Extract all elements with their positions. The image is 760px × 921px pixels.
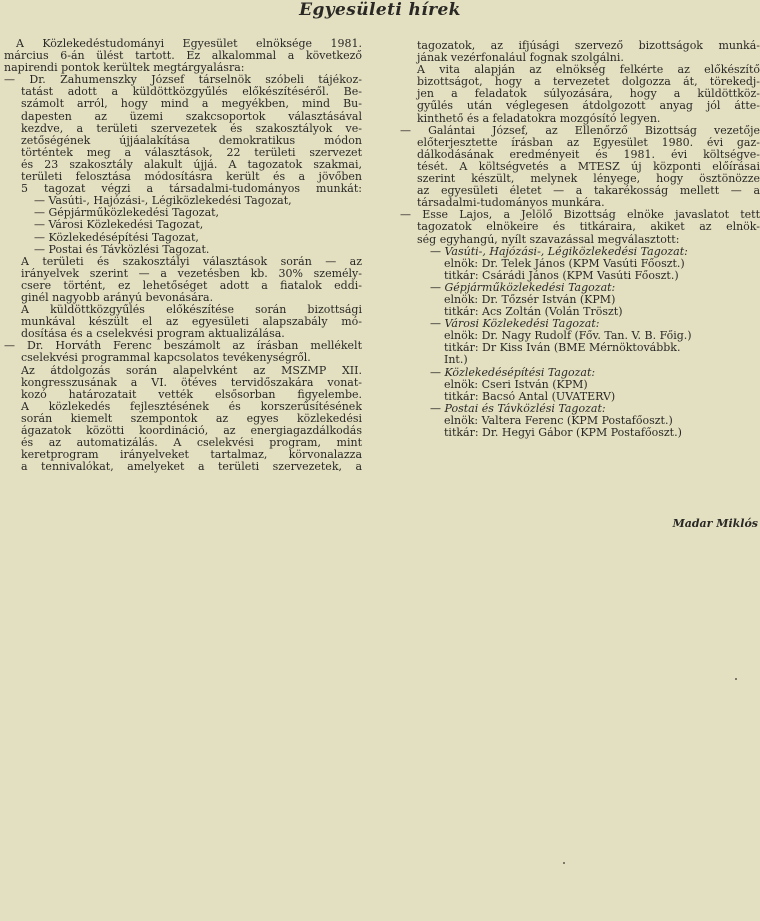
left-column-line: irányelvek szerint — a vezetésben kb. 30% személy- (21, 267, 362, 280)
left-column-line: A Közlekedéstudományi Egyesület elnöksége 1981. (16, 38, 362, 50)
left-column-line: a tennivalókat, amelyeket a területi szervezetek, a (21, 461, 362, 474)
left-column-line: és az automatizálás. A cselekvési program, mint (21, 437, 362, 450)
left-column-line: Az átdolgozás során alapelvként az MSZMP XII. (21, 364, 362, 377)
left-column-line: dosítása és a cselekvési program aktualizálása. (21, 328, 285, 341)
right-column-line: — Vasúti-, Hajózási-, Légiközlekedési Tagozat: (430, 245, 688, 258)
left-column-line: — Postai és Távközlési Tagozat. (34, 243, 210, 256)
print-speck (735, 678, 737, 680)
left-column-line: — Gépjárműközlekedési Tagozat, (34, 207, 220, 220)
left-column-line: — Dr. Horváth Ferenc beszámolt az írásban mellékelt (4, 340, 362, 353)
left-column-line: A területi és szakosztályi választások során — az (21, 255, 362, 268)
right-column-line: szerint készült, melynek lényege, hogy ösztönözze (417, 173, 760, 186)
right-column-line: — Gépjárműközlekedési Tagozat: (430, 281, 616, 294)
left-column-line: március 6-án ülést tartott. Ez alkalommal a következő (4, 50, 362, 63)
right-column-line: tését. A költségvetés a MTESZ új központi előírásai (417, 160, 760, 173)
left-column-line: — Vasúti-, Hajózási-, Légiközlekedési Tagozat, (34, 195, 292, 208)
left-column-line: kozó határozatait vették elsősorban figyelembe. (21, 388, 362, 401)
left-column-line: 5 tagozat végzi a társadalmi-tudományos munkát: (21, 183, 362, 196)
right-column-line: jen a feladatok súlyozására, hogy a küldöttköz- (417, 88, 760, 101)
right-column-line: — Közlekedésépítési Tagozat: (430, 366, 596, 379)
left-column-line: cselekvési programmal kapcsolatos tevékenységről. (21, 352, 311, 365)
left-column-line: zetőségének újjáalakítása demokratikus módon (21, 134, 362, 147)
left-column-line: — Dr. Zahumenszky József társelnök szóbeli tájékoz- (4, 74, 362, 87)
left-column-line: A közlekedés fejlesztésének és korszerűsítésének (21, 400, 362, 413)
left-column-line: keretprogram irányelveket tartalmaz, körvonalazza (21, 449, 362, 462)
right-column-line: dálkodásának eredményeit és 1981. évi költségve- (417, 148, 760, 161)
right-column-line: ség egyhangú, nyílt szavazással megválasztott: (417, 233, 680, 246)
right-column-line: tagozatok, az ifjúsági szervező bizottságok munká- (417, 40, 760, 52)
right-column-line: tagozatok elnökeire és titkáraira, akiket az elnök- (417, 221, 760, 234)
article-title: Egyesületi hírek (299, 0, 461, 20)
right-column-line: elnök: Dr. Nagy Rudolf (Főv. Tan. V. B. Főig.) (444, 330, 692, 343)
left-column-line: kongresszusának a VI. ötéves tervidőszakára vonat- (21, 376, 362, 389)
left-column-line: számolt arról, hogy mind a megyékben, mind Bu- (21, 98, 362, 111)
left-column-line: kezdve, a területi szervezetek és szakosztályok ve- (21, 122, 362, 135)
left-column-line: tatást adott a küldöttközgyűlés előkészítéséről. Be- (21, 86, 362, 99)
left-column-line: munkával készült el az egyesületi alapszabály mó- (21, 316, 362, 329)
right-column-line: titkár: Csárádi János (KPM Vasúti Főoszt.) (444, 269, 679, 282)
right-column-line: — Galántai József, az Ellenőrző Bizottság vezetője (400, 124, 760, 137)
right-column-line: jának vezérfonalául fognak szolgálni. (417, 52, 624, 65)
right-column-line: bizottságot, hogy a tervezetet dolgozza át, törekedj- (417, 76, 760, 89)
left-column-line: ginél nagyobb arányú bevonására. (21, 291, 214, 304)
left-column-line: és 23 szakosztály alakult újjá. A tagozatok szakmai, (21, 158, 362, 171)
left-column-line: — Közlekedésépítési Tagozat, (34, 231, 199, 244)
left-column-line: dapesten az üzemi szakcsoportok választásával (21, 110, 362, 123)
left-column (4, 38, 362, 473)
right-column-line: társadalmi-tudományos munkára. (417, 197, 605, 210)
right-column-line: titkár: Bacsó Antal (UVATERV) (444, 390, 616, 403)
right-column-line: az egyesületi életet — a takarékosság mellett — a (417, 185, 760, 198)
print-speck (563, 862, 565, 864)
author-signature: Madar Miklós (672, 517, 758, 530)
left-column-line: ágazatok közötti koordináció, az energiagazdálkodás (21, 425, 362, 437)
right-column (400, 40, 760, 439)
right-column-line: elnök: Valtera Ferenc (KPM Postafőoszt.) (444, 414, 673, 427)
right-column-line: — Postai és Távközlési Tagozat: (430, 402, 606, 415)
left-column-line: — Városi Közlekedési Tagozat, (34, 219, 204, 232)
left-column-line: napirendi pontok kerültek megtárgyalásra: (4, 62, 245, 75)
right-column-line: titkár: Ács Zoltán (Volán Tröszt) (444, 306, 623, 319)
right-column-line: — Esse Lajos, a Jelölő Bizottság elnöke javaslatot tett (400, 209, 760, 222)
right-column-line: elnök: Dr. Telek János (KPM Vasúti Főoszt.) (444, 257, 685, 270)
left-column-line: területi felosztása módosításra került és a jövőben (21, 171, 362, 184)
right-column-line: kinthető és a feladatokra mozgósító legyen. (417, 112, 661, 125)
right-column-line: Int.) (444, 354, 468, 367)
right-column-line: elnök: Cseri István (KPM) (444, 378, 588, 391)
left-column-line: csere történt, ez lehetőséget adott a fiatalok eddi- (21, 279, 362, 292)
right-column-line: előterjesztette írásban az Egyesület 1980. évi gaz- (417, 136, 760, 149)
left-column-line: során kiemelt szempontok az egyes közlekedési (21, 412, 362, 425)
right-column-line: titkár: Dr. Hegyi Gábor (KPM Postafőoszt.) (444, 427, 682, 439)
left-column-line: történtek meg a választások, 22 területi szervezet (21, 146, 362, 159)
right-column-line: elnök: Dr. Tőzsér István (KPM) (444, 293, 616, 306)
left-column-line: A küldöttközgyűlés előkészítése során bizottsági (21, 304, 362, 317)
right-column-line: titkár: Dr Kiss Iván (BME Mérnöktovábbk. (444, 342, 681, 355)
right-column-line: gyűlés után véglegesen átdolgozott anyag jól átte- (417, 100, 760, 113)
right-column-line: A vita alapján az elnökség felkérte az előkészítő (417, 64, 760, 77)
right-column-line: — Városi Közlekedési Tagozat: (430, 318, 600, 331)
